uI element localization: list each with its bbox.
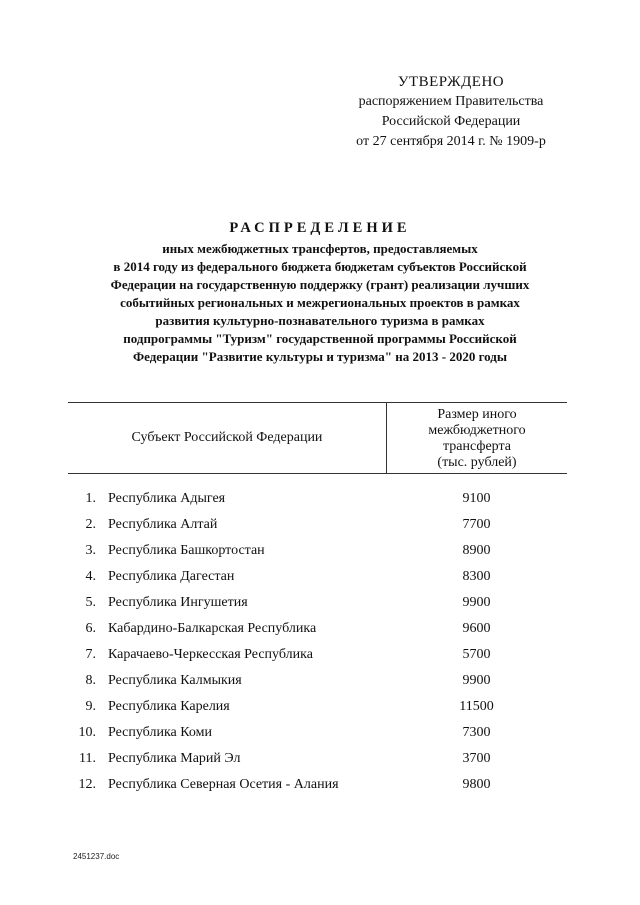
subtitle-line: Федерации на государственную поддержку (грант) реализации лучших xyxy=(110,277,530,292)
row-amount: 5700 xyxy=(462,647,491,662)
file-name: 2451237.doc xyxy=(73,852,120,861)
row-amount: 8300 xyxy=(462,569,491,584)
approval-line-3: от 27 сентября 2014 г. № 1909-р xyxy=(356,134,546,149)
row-amount: 7700 xyxy=(462,517,491,532)
subtitle-line: Федерации "Развитие культуры и туризма" на 2013 - 2020 годы xyxy=(132,349,508,364)
row-number: 2. xyxy=(85,517,96,532)
row-number: 12. xyxy=(78,777,96,792)
header-amount-line: трансферта xyxy=(443,439,511,454)
row-subject: Республика Марий Эл xyxy=(108,751,241,766)
approval-block xyxy=(320,72,582,152)
approval-line-1: распоряжением Правительства xyxy=(358,94,544,109)
row-subject: Кабардино-Балкарская Республика xyxy=(108,621,317,636)
row-subject: Карачаево-Черкесская Республика xyxy=(108,647,313,662)
subtitle-line: подпрограммы "Туризм" государственной программы Российской xyxy=(123,331,517,346)
document-title: РАСПРЕДЕЛЕНИЕ xyxy=(229,220,411,236)
row-number: 10. xyxy=(78,725,96,740)
row-number: 1. xyxy=(85,491,96,506)
row-amount: 9900 xyxy=(462,595,491,610)
header-amount-line: (тыс. рублей) xyxy=(437,455,517,470)
table-row xyxy=(68,772,567,798)
subtitle-line: событийных региональных и межрегиональных проектов в рамках xyxy=(120,295,520,310)
table-row xyxy=(68,746,567,772)
row-subject: Республика Башкортостан xyxy=(108,543,265,558)
row-number: 6. xyxy=(85,621,96,636)
row-subject: Республика Калмыкия xyxy=(108,673,242,688)
approval-line-2: Российской Федерации xyxy=(381,114,521,129)
subtitle-line: развития культурно-познавательного туризма в рамках xyxy=(155,313,485,328)
row-subject: Республика Адыгея xyxy=(108,491,226,506)
row-subject: Республика Коми xyxy=(108,725,212,740)
table-row xyxy=(68,538,567,564)
subtitle-line: в 2014 году из федерального бюджета бюджетам субъектов Российской xyxy=(113,259,527,274)
table-row xyxy=(68,720,567,746)
row-subject: Республика Дагестан xyxy=(108,569,235,584)
table-row xyxy=(68,486,567,512)
row-subject: Республика Карелия xyxy=(108,699,230,714)
table-row xyxy=(68,694,567,720)
table-row xyxy=(68,642,567,668)
row-number: 3. xyxy=(85,543,96,558)
row-number: 11. xyxy=(79,751,96,766)
approval-heading: УТВЕРЖДЕНО xyxy=(397,74,505,90)
table-row xyxy=(68,564,567,590)
table-row xyxy=(68,668,567,694)
header-amount xyxy=(387,403,567,473)
table-row xyxy=(68,616,567,642)
subtitle-line: иных межбюджетных трансфертов, предоставляемых xyxy=(162,241,478,256)
header-amount-line: Размер иного xyxy=(437,407,517,422)
table-row xyxy=(68,590,567,616)
row-number: 9. xyxy=(85,699,96,714)
table-header xyxy=(68,402,567,474)
row-amount: 9600 xyxy=(462,621,491,636)
row-number: 4. xyxy=(85,569,96,584)
row-number: 7. xyxy=(85,647,96,662)
row-amount: 11500 xyxy=(459,699,494,714)
document-subtitle xyxy=(60,240,580,366)
row-amount: 7300 xyxy=(462,725,491,740)
row-subject: Республика Ингушетия xyxy=(108,595,248,610)
row-amount: 9900 xyxy=(462,673,491,688)
row-amount: 9100 xyxy=(462,491,491,506)
row-subject: Республика Алтай xyxy=(108,517,218,532)
table-row xyxy=(68,512,567,538)
header-subject: Субъект Российской Федерации xyxy=(68,403,387,473)
row-amount: 3700 xyxy=(462,751,491,766)
row-subject: Республика Северная Осетия - Алания xyxy=(108,777,339,792)
header-amount-line: межбюджетного xyxy=(428,423,526,438)
row-amount: 8900 xyxy=(462,543,491,558)
row-number: 8. xyxy=(85,673,96,688)
row-number: 5. xyxy=(85,595,96,610)
distribution-table xyxy=(68,402,567,792)
row-amount: 9800 xyxy=(462,777,491,792)
